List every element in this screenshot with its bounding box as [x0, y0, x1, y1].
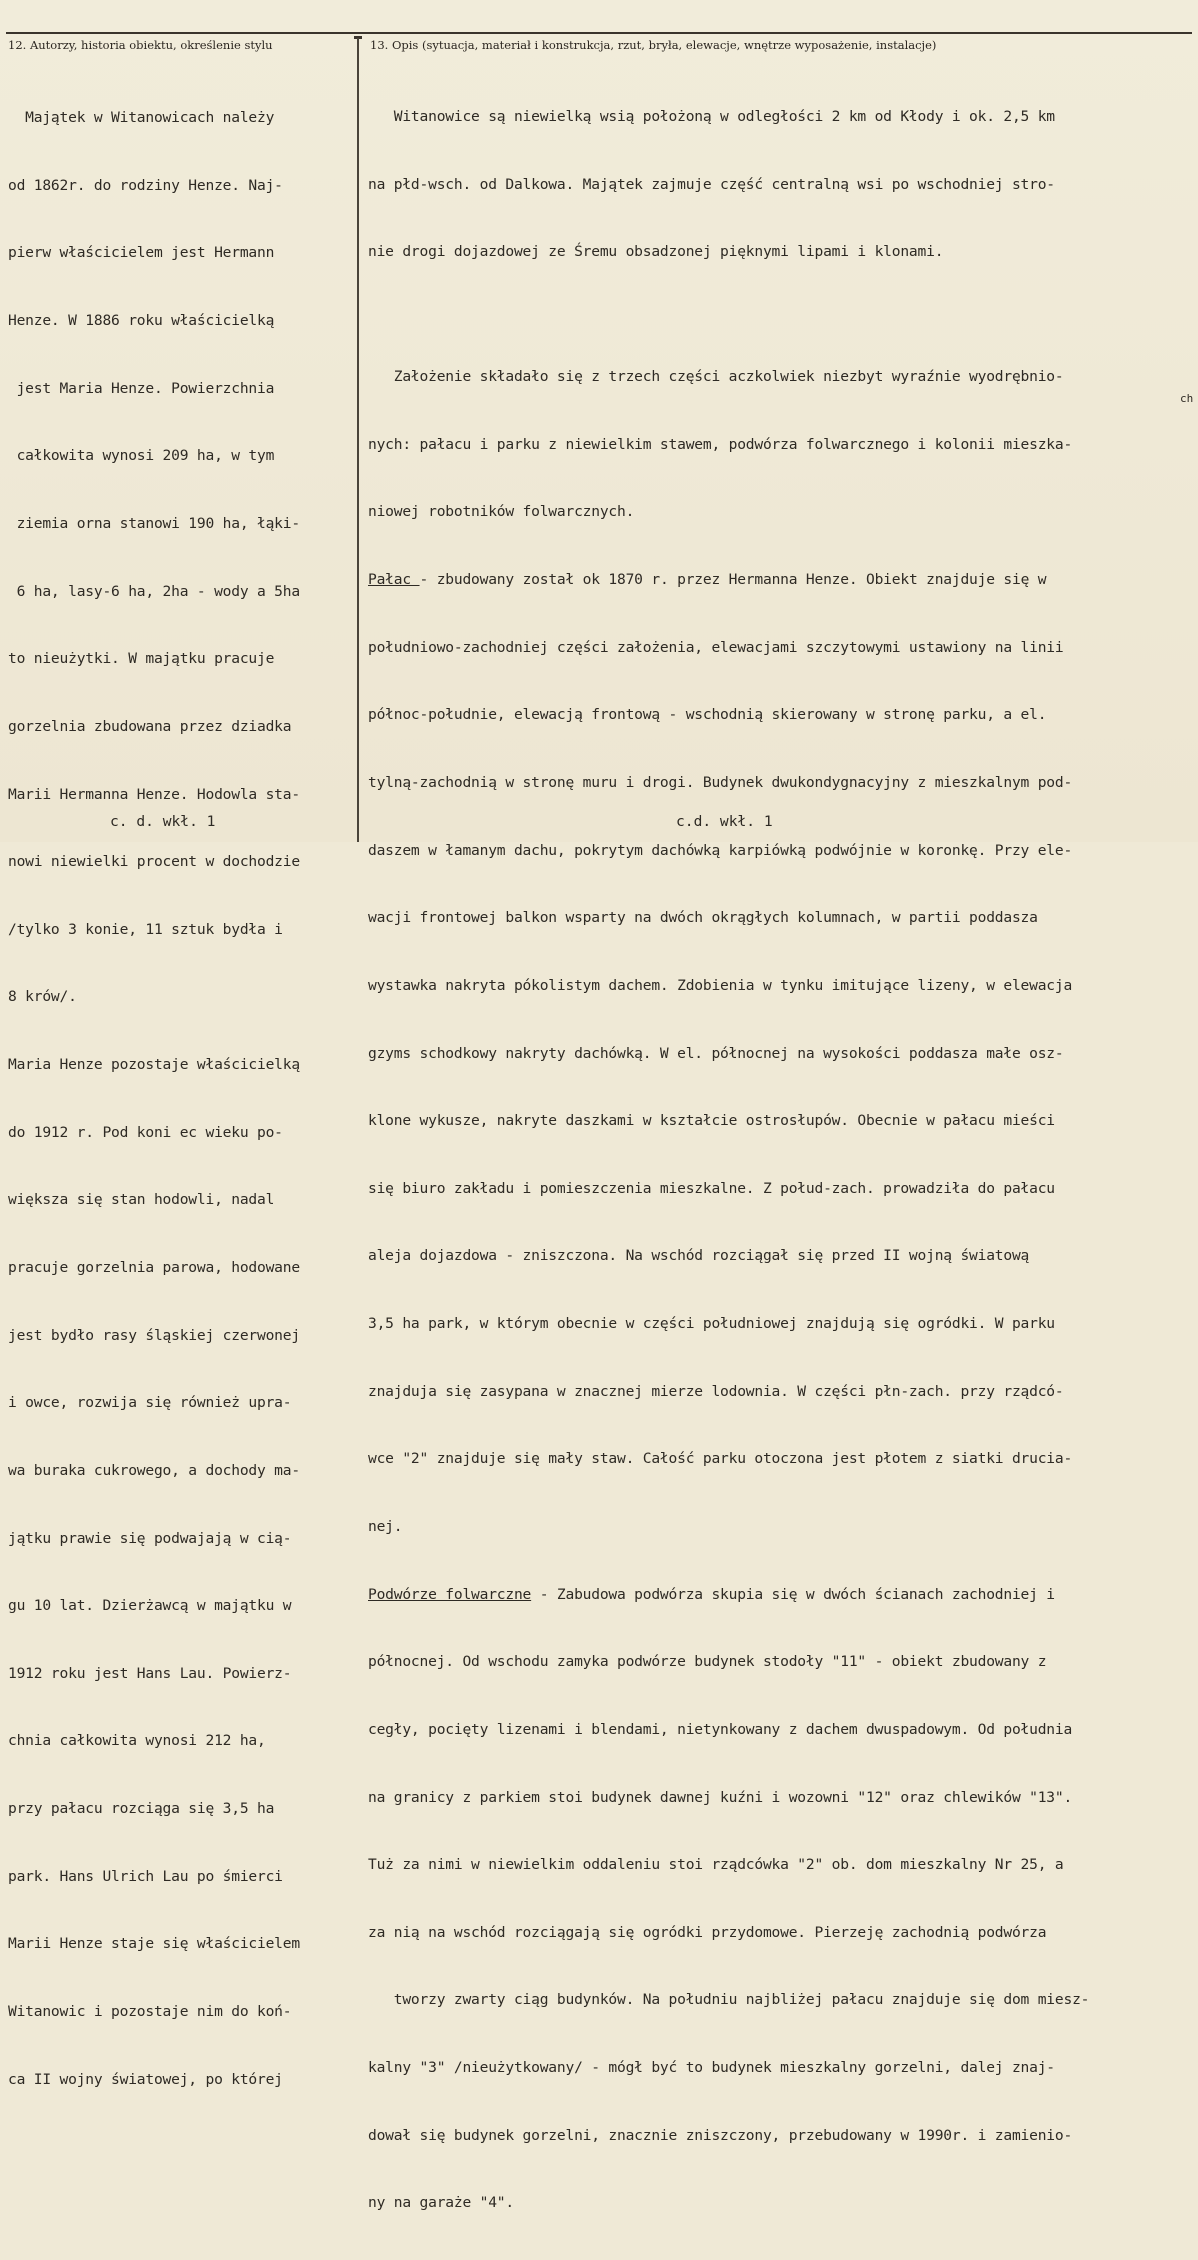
history-line: nowi niewielki procent w dochodzie — [8, 853, 300, 871]
history-line: 6 ha, lasy-6 ha, 2ha - wody a 5ha — [8, 582, 300, 600]
description-line: się biuro zakładu i pomieszczenia mieszkalne. Z połud-zach. prowadziła do pałacu — [368, 1179, 1055, 1197]
history-line: ziemia orna stanowi 190 ha, łąki- — [8, 514, 300, 532]
history-line: pierw właścicielem jest Hermann — [8, 244, 275, 262]
description-line: daszem w łamanym dachu, pokrytym dachówką karpiówką podwójnie w koronkę. Przy ele- — [368, 841, 1073, 859]
section-13-header: 13. Opis (sytuacja, materiał i konstrukcja, rzut, bryła, elewacje, wnętrze wyposażenie, instalacje) — [370, 38, 937, 52]
history-line: od 1862r. do rodziny Henze. Naj- — [8, 176, 283, 194]
description-column — [368, 61, 1196, 2260]
history-line: Marii Henze staje się właścicielem — [8, 1935, 300, 1953]
history-line: całkowita wynosi 209 ha, w tym — [8, 447, 275, 465]
description-line: południowo-zachodniej części założenia, elewacjami szczytowymi ustawiony na linii — [368, 638, 1064, 656]
section-12-header: 12. Autorzy, historia obiektu, określenie stylu — [8, 38, 273, 52]
palace-first-line — [368, 569, 1196, 592]
history-line: Marii Hermanna Henze. Hodowla sta- — [8, 785, 300, 803]
description-line: aleja dojazdowa - zniszczona. Na wschód rozciągał się przed II wojną światową — [368, 1247, 1030, 1265]
history-line: Henze. W 1886 roku właścicielką — [8, 312, 275, 330]
top-rule — [6, 32, 1192, 34]
description-line: Założenie składało się z trzech części aczkolwiek niezbyt wyraźnie wyodrębnio- — [368, 368, 1064, 386]
history-line: do 1912 r. Pod koni ec wieku po- — [8, 1123, 283, 1141]
history-line: jest Maria Henze. Powierzchnia — [8, 379, 275, 397]
margin-note: ch — [1180, 392, 1194, 405]
description-line: na płd-wsch. od Dalkowa. Majątek zajmuje część centralną wsi po wschodniej stro- — [368, 175, 1055, 193]
description-line: na granicy z parkiem stoi budynek dawnej kuźni i wozowni "12" oraz chlewików "13". — [368, 1788, 1073, 1806]
description-line: ny na garaże "4". — [368, 2194, 514, 2212]
history-line: pracuje gorzelnia parowa, hodowane — [8, 1258, 300, 1276]
description-line: tworzy zwarty ciąg budynków. Na południu najbliżej pałacu znajduje się dom miesz- — [368, 1991, 1090, 2009]
palace-heading: Pałac — [368, 571, 420, 589]
description-line: nej. — [368, 1518, 403, 1535]
history-line: przy pałacu rozciąga się 3,5 ha — [8, 1800, 275, 1818]
description-line: 3,5 ha park, w którym obecnie w części południowej znajdują się ogródki. W parku — [368, 1315, 1055, 1333]
description-line: za nią na wschód rozciągają się ogródki przydomowe. Pierzeję zachodnią podwórza — [368, 1923, 1047, 1941]
history-line: jest bydło rasy śląskiej czerwonej — [8, 1326, 300, 1344]
farmyard-first-line — [368, 1584, 1196, 1607]
description-line: wce "2" znajduje się mały staw. Całość parku otoczona jest płotem z siatki druciа- — [368, 1450, 1073, 1468]
description-line: nych: pałacu i parku z niewielkim stawem, podwórza folwarcznego i kolonii mieszka- — [368, 435, 1073, 453]
palace-first-line-text: - zbudowany został ok 1870 r. przez Hermanna Henze. Obiekt znajduje się w — [419, 571, 1047, 589]
description-line: Tuż za nimi w niewielkim oddaleniu stoi rządcówka "2" ob. dom mieszkalny Nr 25, a — [368, 1856, 1064, 1874]
history-line: park. Hans Ulrich Lau po śmierci — [8, 1867, 283, 1885]
history-line: Maria Henze pozostaje właścicielką — [8, 1056, 300, 1074]
description-line: północnej. Od wschodu zamyka podwórze budynek stodoły "11" - obiekt zbudowany z — [368, 1653, 1047, 1671]
right-continuation-note: c.d. wkł. 1 — [676, 813, 773, 830]
history-line: 1912 roku jest Hans Lau. Powierz- — [8, 1664, 292, 1682]
history-line: większa się stan hodowli, nadal — [8, 1191, 275, 1209]
history-line: chnia całkowita wynosi 212 ha, — [8, 1732, 266, 1750]
left-continuation-note: c. d. wkł. 1 — [110, 813, 216, 830]
history-line: ca II wojny światowej, po której — [8, 2070, 283, 2088]
farmyard-heading: Podwórze folwarczne — [368, 1585, 532, 1603]
description-line: wystawka nakryta pókolistym dachem. Zdobienia w tynku imitujące lizeny, w elewacja — [368, 976, 1073, 994]
paragraph-gap — [368, 309, 1196, 321]
description-line: tylną-zachodnią w stronę muru i drogi. Budynek dwukondygnacyjny z mieszkalnym pod- — [368, 773, 1073, 791]
history-line: to nieużytki. W majątku pracuje — [8, 650, 275, 668]
history-line: Majątek w Witanowicach należy — [8, 109, 275, 127]
description-line: klone wykusze, nakryte daszkami w kształcie ostrosłupów. Obecnie w pałacu mieści — [368, 1112, 1055, 1130]
history-line: gorzelnia zbudowana przez dziadka — [8, 717, 292, 735]
description-line: znajduja się zasypana w znacznej mierze lodownia. W części płn-zach. przy rządcó- — [368, 1382, 1064, 1400]
description-line: cegły, pocięty lizenami i blendami, nietynkowany z dachem dwuspadowym. Od południa — [368, 1720, 1073, 1738]
history-line: jątku prawie się podwajają w cią- — [8, 1529, 292, 1547]
history-line: i owce, rozwija się również upra- — [8, 1394, 292, 1412]
column-divider — [357, 38, 359, 842]
history-line: wa buraka cukrowego, a dochody ma- — [8, 1461, 300, 1479]
description-line: gzyms schodkowy nakryty dachówką. W el. północnej na wysokości poddasza małe osz- — [368, 1044, 1064, 1062]
history-line: /tylko 3 konie, 11 sztuk bydła i — [8, 920, 283, 938]
history-line: Witanowic i pozostaje nim do koń- — [8, 2003, 292, 2021]
history-line: gu 10 lat. Dzierżawcą w majątku w — [8, 1597, 292, 1615]
description-line: niowej robotników folwarcznych. — [368, 503, 635, 521]
history-line: 8 krów/. — [8, 988, 77, 1006]
description-line: północ-południe, elewacją frontową - wschodnią skierowany w stronę parku, a el. — [368, 706, 1047, 724]
history-column — [8, 62, 354, 2136]
description-line: wacji frontowej balkon wsparty na dwóch okrągłych kolumnach, w partii poddasza — [368, 909, 1038, 927]
farmyard-first-line-text: - Zabudowa podwórza skupia się w dwóch ścianach zachodniej i — [531, 1585, 1055, 1603]
description-line: dował się budynek gorzelni, znacznie zniszczony, przebudowany w 1990r. i zamienio- — [368, 2126, 1073, 2144]
description-line: nie drogi dojazdowej ze Śremu obsadzonej pięknymi lipami i klonami. — [368, 243, 944, 261]
description-line: Witanowice są niewielką wsią położoną w odległości 2 km od Kłody i ok. 2,5 km — [368, 108, 1055, 126]
description-line: kalny "3" /nieużytkowany/ - mógł być to budynek mieszkalny gorzelni, dalej znaj- — [368, 2059, 1055, 2077]
